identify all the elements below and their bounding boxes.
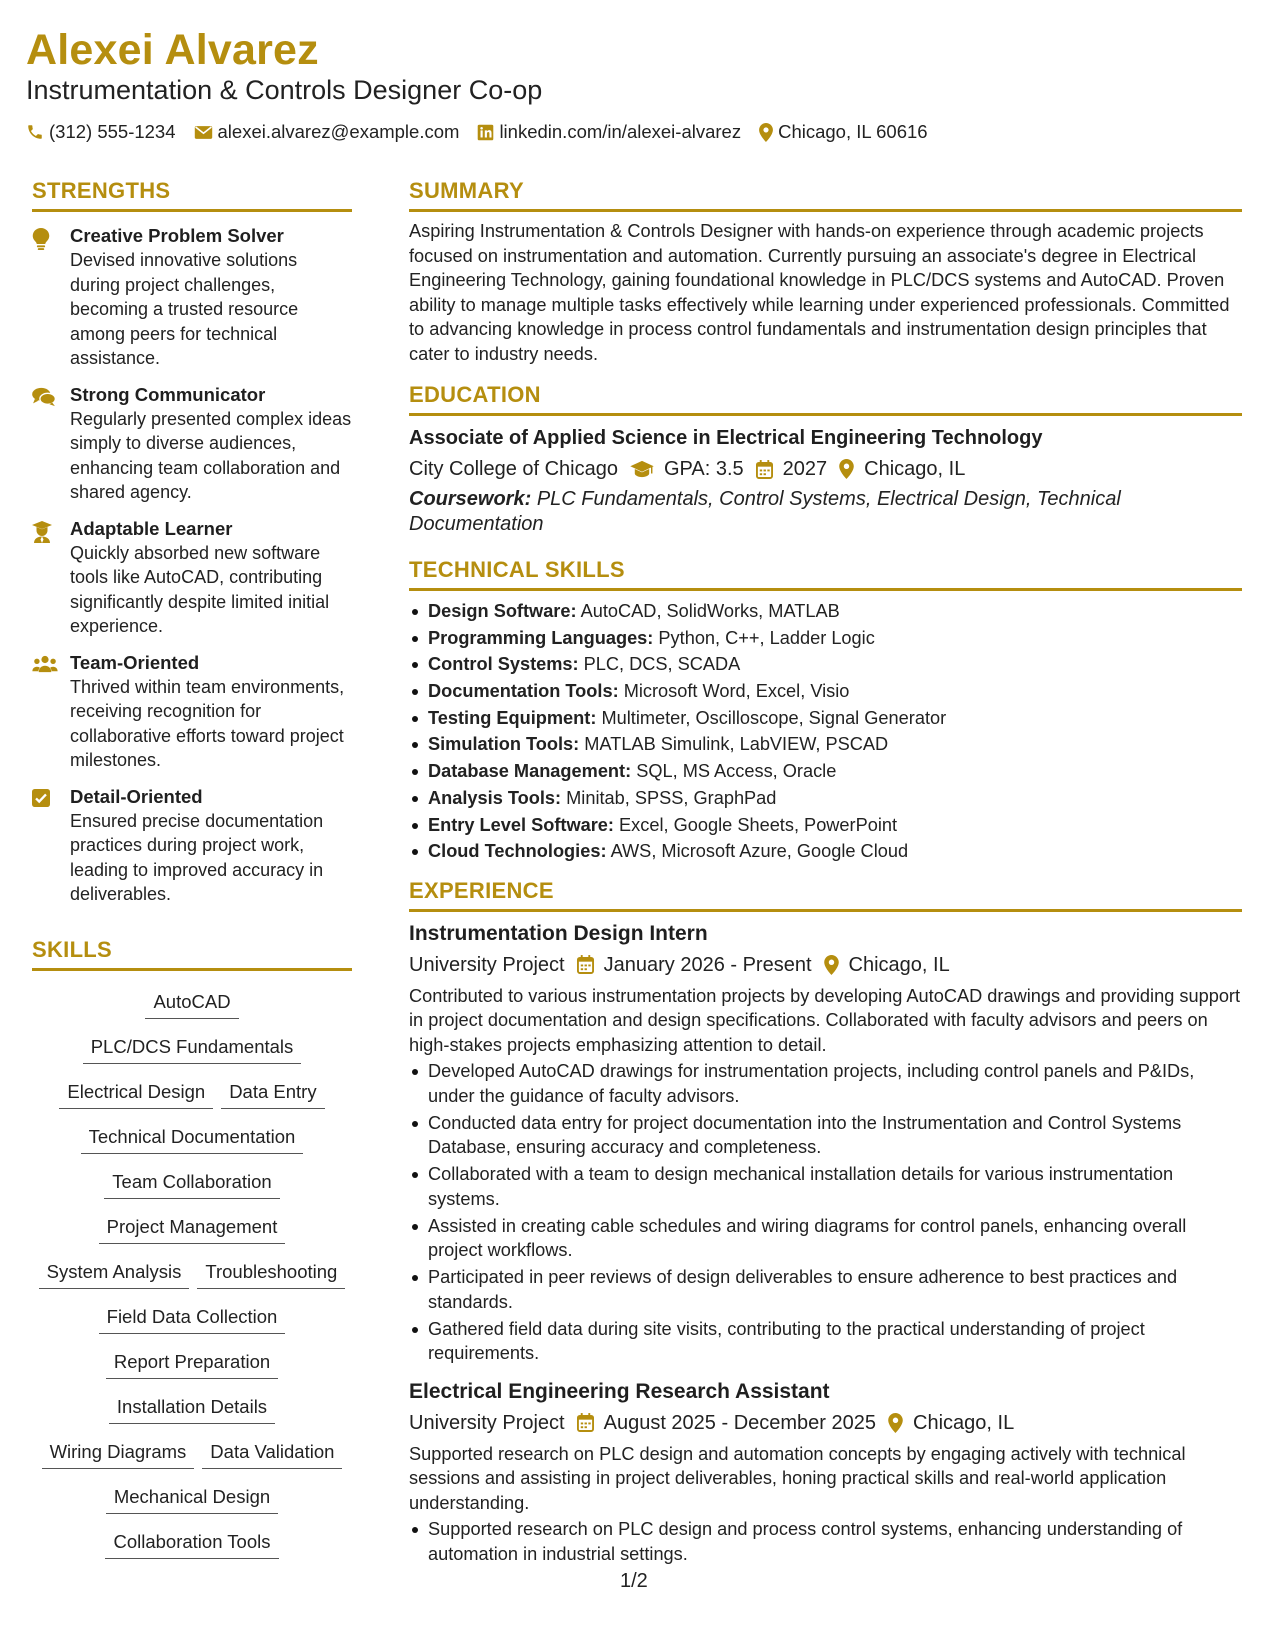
tech-skill-value: SQL, MS Access, Oracle	[636, 761, 837, 782]
job-dates-text: August 2025 - December 2025	[603, 1411, 877, 1434]
tech-skill-value: Microsoft Word, Excel, Visio	[623, 681, 850, 702]
tech-skill-value: Minitab, SPSS, GraphPad	[566, 787, 777, 808]
contact-bar	[26, 121, 1246, 143]
tech-skill-label: Documentation Tools:	[428, 681, 619, 702]
job-dates	[577, 951, 812, 979]
strength-item	[32, 224, 352, 371]
skills-heading: SKILLS	[32, 937, 352, 971]
strength-item	[32, 517, 352, 639]
experience-heading: EXPERIENCE	[409, 878, 1242, 912]
tech-skill-value: MATLAB Simulink, LabVIEW, PSCAD	[584, 734, 889, 755]
job-bullet: Developed AutoCAD drawings for instrumentation projects, including control panels and P&IDs, under the guidance of faculty advisors.	[409, 1059, 1242, 1108]
job-bullet: Collaborated with a team to design mechanical installation details for various instrumentation systems.	[409, 1162, 1242, 1211]
skill-tag: Project Management	[99, 1209, 286, 1244]
school-name: City College of Chicago	[409, 458, 618, 480]
skill-tag: Wiring Diagrams	[42, 1434, 195, 1469]
job-bullets	[409, 1059, 1242, 1366]
coursework-text: PLC Fundamentals, Control Systems, Electrical Design, Technical Documentation	[409, 488, 1121, 535]
tech-skill-value: AWS, Microsoft Azure, Google Cloud	[610, 841, 909, 862]
left-column	[32, 178, 352, 1564]
envelope-icon	[194, 125, 213, 140]
skill-tag: Data Validation	[202, 1434, 342, 1469]
job-bullet: Supported research on PLC design and process control systems, enhancing understanding of automation in industrial settings.	[409, 1517, 1242, 1566]
page-number: 1/2	[620, 1570, 648, 1592]
strength-description: Ensured precise documentation practices during project work, leading to improved accuracy in deliverables.	[70, 810, 324, 904]
graduate-icon	[32, 521, 52, 543]
job-location-text: Chicago, IL	[913, 1411, 1015, 1434]
job-org: University Project	[409, 1411, 565, 1434]
checkbox-icon	[32, 789, 50, 807]
coursework-label: Coursework:	[409, 488, 532, 510]
education-heading: EDUCATION	[409, 382, 1242, 416]
tech-skill-label: Testing Equipment:	[428, 707, 597, 728]
tech-skill-label: Simulation Tools:	[428, 734, 580, 755]
job-location	[824, 951, 950, 979]
tech-skill-value: PLC, DCS, SCADA	[583, 654, 741, 675]
grad-year	[756, 455, 828, 483]
job-entry	[409, 1378, 1242, 1567]
job-meta	[409, 1409, 1242, 1437]
strengths-heading: STRENGTHS	[32, 178, 352, 212]
tech-skill-item	[409, 839, 1242, 864]
job-summary: Contributed to various instrumentation projects by developing AutoCAD drawings and providing support in project documentation and design specifications. Collaborated with faculty advisors and peers on high-stakes projects emphasizing attention to detail.	[409, 985, 1241, 1055]
calendar-icon	[756, 460, 773, 479]
calendar-icon	[577, 1413, 594, 1432]
candidate-name: Alexei Alvarez	[26, 26, 319, 74]
tech-skill-label: Entry Level Software:	[428, 814, 614, 835]
job-location	[888, 1409, 1014, 1437]
skill-tag: Report Preparation	[106, 1344, 278, 1379]
tech-skill-value: Multimeter, Oscilloscope, Signal Generator	[601, 707, 947, 728]
job-dates-text: January 2026 - Present	[603, 953, 812, 976]
strength-item	[32, 383, 352, 505]
strength-title: Team-Oriented	[70, 651, 200, 673]
tech-skill-label: Design Software:	[428, 601, 577, 621]
map-pin-icon	[839, 459, 854, 479]
skill-tag: System Analysis	[39, 1254, 190, 1289]
contact-phone	[26, 121, 176, 143]
strength-item	[32, 651, 352, 773]
map-pin-icon	[824, 955, 839, 975]
strength-description: Quickly absorbed new software tools like AutoCAD, contributing significantly despite limited initial experience.	[70, 542, 330, 636]
job-bullet: Conducted data entry for project documentation into the Instrumentation and Control Systems Database, ensuring accuracy and completeness.	[409, 1111, 1242, 1160]
tech-skill-value: Excel, Google Sheets, PowerPoint	[619, 814, 898, 835]
location-text: Chicago, IL 60616	[778, 121, 928, 142]
skills-list	[32, 979, 352, 1564]
job-org: University Project	[409, 953, 565, 976]
skill-tag: Electrical Design	[59, 1074, 213, 1109]
tech-skill-value: AutoCAD, SolidWorks, MATLAB	[580, 601, 840, 621]
phone-text: (312) 555-1234	[49, 121, 176, 142]
strength-title: Strong Communicator	[70, 383, 266, 405]
tech-skill-label: Programming Languages:	[428, 627, 654, 648]
tech-skill-label: Control Systems:	[428, 654, 579, 675]
linkedin-link[interactable]: linkedin.com/in/alexei-alvarez	[499, 121, 742, 142]
coursework	[409, 487, 1242, 537]
contact-email[interactable]	[194, 121, 460, 143]
tech-skill-item	[409, 732, 1242, 757]
education-meta	[409, 455, 1242, 483]
lightbulb-icon	[32, 228, 50, 250]
job-bullet: Participated in peer reviews of design deliverables to ensure adherence to best practices and standards.	[409, 1265, 1242, 1314]
job-title: Electrical Engineering Research Assistant	[409, 1379, 830, 1403]
tech-skill-item	[409, 706, 1242, 731]
contact-location	[759, 121, 927, 143]
candidate-title: Instrumentation & Controls Designer Co-op	[26, 75, 543, 105]
tech-skill-item	[409, 652, 1242, 677]
job-entry	[409, 920, 1242, 1366]
degree-title: Associate of Applied Science in Electrical Engineering Technology	[409, 427, 1043, 449]
skill-tag: Data Entry	[221, 1074, 324, 1109]
resume-header	[26, 24, 1246, 143]
job-location-text: Chicago, IL	[848, 953, 950, 976]
tech-skill-item	[409, 599, 1242, 624]
contact-linkedin[interactable]	[477, 121, 741, 143]
team-icon	[32, 655, 58, 673]
skill-tag: Installation Details	[109, 1389, 275, 1424]
strength-title: Detail-Oriented	[70, 785, 203, 807]
gpa-text: GPA: 3.5	[664, 458, 744, 480]
strength-description: Thrived within team environments, receiving recognition for collaborative efforts toward project milestones.	[70, 676, 345, 770]
job-bullets	[409, 1517, 1242, 1566]
right-column	[409, 178, 1242, 1569]
strength-description: Regularly presented complex ideas simply to diverse audiences, enhancing team collaboration and shared agency.	[70, 408, 352, 502]
skill-tag: Field Data Collection	[99, 1299, 286, 1334]
tech-skill-label: Analysis Tools:	[428, 787, 562, 808]
linkedin-icon	[477, 124, 494, 141]
job-bullet: Gathered field data during site visits, contributing to the practical understanding of project requirements.	[409, 1317, 1242, 1366]
job-dates	[577, 1409, 876, 1437]
map-pin-icon	[888, 1413, 903, 1433]
summary-heading: SUMMARY	[409, 178, 1242, 212]
tech-skill-item	[409, 679, 1242, 704]
tech-skill-item	[409, 759, 1242, 784]
tech-skill-label: Database Management:	[428, 761, 632, 782]
strength-title: Creative Problem Solver	[70, 225, 284, 246]
skill-tag: PLC/DCS Fundamentals	[83, 1029, 302, 1064]
technical-skills-list	[409, 599, 1242, 864]
graduation-cap-icon	[630, 460, 654, 478]
email-link[interactable]: alexei.alvarez@example.com	[217, 121, 460, 142]
map-pin-icon	[759, 123, 773, 142]
year-text: 2027	[782, 458, 828, 480]
skill-tag: Technical Documentation	[81, 1119, 304, 1154]
skill-tag: Team Collaboration	[104, 1164, 279, 1199]
gpa	[630, 455, 744, 483]
calendar-icon	[577, 955, 594, 974]
job-meta	[409, 951, 1242, 979]
phone-icon	[26, 123, 44, 141]
job-bullet: Assisted in creating cable schedules and wiring diagrams for control panels, enhancing overall project workflows.	[409, 1214, 1242, 1263]
job-title: Instrumentation Design Intern	[409, 921, 708, 945]
skill-tag: AutoCAD	[145, 984, 238, 1019]
tech-skill-item	[409, 626, 1242, 651]
strength-item	[32, 785, 352, 907]
tech-skill-label: Cloud Technologies:	[428, 841, 607, 862]
skill-tag: Collaboration Tools	[105, 1524, 278, 1559]
tech-skill-item	[409, 813, 1242, 838]
school-location-text: Chicago, IL	[864, 458, 966, 480]
school-location	[839, 455, 965, 483]
tech-skill-value: Python, C++, Ladder Logic	[658, 627, 875, 648]
strength-description: Devised innovative solutions during project challenges, becoming a trusted resource among peers for technical assistance.	[70, 250, 299, 368]
chat-bubbles-icon	[32, 387, 56, 407]
job-summary: Supported research on PLC design and automation concepts by engaging actively with technical sessions and assisting in project deliverables, honing practical skills and real-world application understanding.	[409, 1443, 1186, 1513]
skill-tag: Troubleshooting	[197, 1254, 345, 1289]
skill-tag: Mechanical Design	[106, 1479, 278, 1514]
technical-skills-heading: TECHNICAL SKILLS	[409, 557, 1242, 591]
tech-skill-item	[409, 786, 1242, 811]
strength-title: Adaptable Learner	[70, 517, 233, 539]
summary-text: Aspiring Instrumentation & Controls Designer with hands-on experience through academic projects focused on instrumentation and automation. Currently pursuing an associate's degree in Electrical Engineering Technology, gaining foundational knowledge in PLC/DCS systems and AutoCAD. Proven ability to manage multiple tasks effectively while learning under experienced professionals. Committed to advancing knowledge in process control fundamentals and instrumentation design principles that cater to industry needs.	[409, 221, 1230, 364]
strengths-list	[32, 224, 352, 907]
